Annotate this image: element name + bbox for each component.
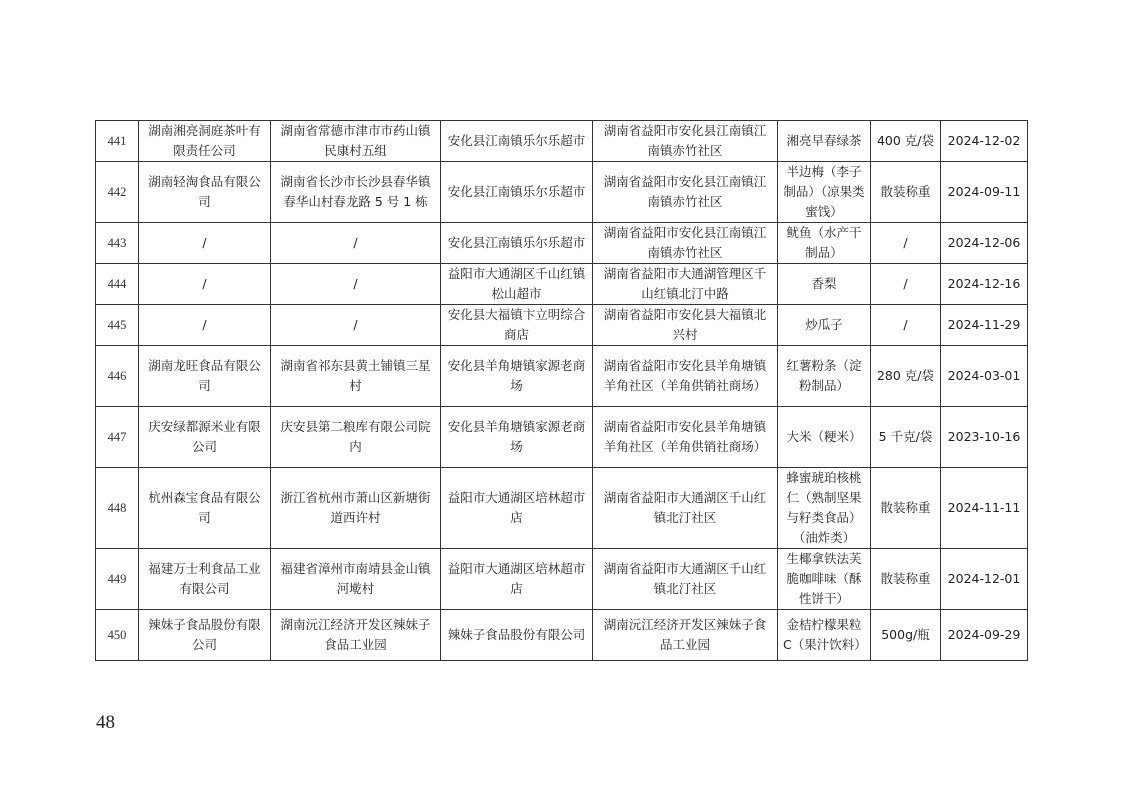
sampled-unit-cell: 安化县羊角塘镇家源老商场 [441, 407, 593, 468]
serial-number-cell: 446 [96, 346, 139, 407]
table-row [96, 264, 1028, 305]
table-row [96, 407, 1028, 468]
production-date-cell: 2024-12-06 [941, 223, 1028, 264]
table-row [96, 468, 1028, 549]
specification-cell: 5 千克/袋 [871, 407, 941, 468]
manufacturer-address-cell: 湖南沅江经济开发区辣妹子食品工业园 [271, 610, 441, 661]
sampled-unit-address-cell: 湖南省益阳市大通湖区千山红镇北汀社区 [593, 549, 778, 610]
production-date-cell: 2024-12-02 [941, 121, 1028, 162]
product-name-cell: 蜂蜜琥珀核桃仁（熟制坚果与籽类食品）（油炸类） [778, 468, 871, 549]
sampled-unit-cell: 安化县江南镇乐尔乐超市 [441, 223, 593, 264]
sampled-unit-address-cell: 湖南省益阳市安化县大福镇北兴村 [593, 305, 778, 346]
manufacturer-name-cell: 庆安绿都源米业有限公司 [139, 407, 271, 468]
table-row [96, 346, 1028, 407]
sampled-unit-address-cell: 湖南省益阳市安化县江南镇江南镇赤竹社区 [593, 223, 778, 264]
manufacturer-name-cell: / [139, 264, 271, 305]
production-date-cell: 2024-11-11 [941, 468, 1028, 549]
sampled-unit-cell: 安化县江南镇乐尔乐超市 [441, 121, 593, 162]
manufacturer-address-cell: 湖南省长沙市长沙县春华镇春华山村春龙路 5 号 1 栋 [271, 162, 441, 223]
product-name-cell: 生椰拿铁法芙脆咖啡味（酥性饼干） [778, 549, 871, 610]
table-body [96, 121, 1028, 661]
table-row [96, 121, 1028, 162]
serial-number-cell: 445 [96, 305, 139, 346]
manufacturer-address-cell: / [271, 223, 441, 264]
production-date-cell: 2024-09-29 [941, 610, 1028, 661]
specification-cell: / [871, 305, 941, 346]
sampled-unit-address-cell: 湖南省益阳市大通湖区千山红镇北汀社区 [593, 468, 778, 549]
specification-cell: 散装称重 [871, 162, 941, 223]
table-row [96, 610, 1028, 661]
serial-number-cell: 447 [96, 407, 139, 468]
specification-cell: 280 克/袋 [871, 346, 941, 407]
manufacturer-name-cell: / [139, 305, 271, 346]
table-row [96, 549, 1028, 610]
sampled-unit-address-cell: 湖南省益阳市安化县江南镇江南镇赤竹社区 [593, 162, 778, 223]
sampled-unit-cell: 安化县江南镇乐尔乐超市 [441, 162, 593, 223]
serial-number-cell: 441 [96, 121, 139, 162]
sampling-results-table [95, 120, 1028, 661]
specification-cell: 散装称重 [871, 468, 941, 549]
manufacturer-address-cell: 福建省漳州市南靖县金山镇河墘村 [271, 549, 441, 610]
manufacturer-name-cell: 福建万士利食品工业有限公司 [139, 549, 271, 610]
sampled-unit-address-cell: 湖南省益阳市安化县羊角塘镇羊角社区（羊角供销社商场） [593, 407, 778, 468]
sampled-unit-cell: 益阳市大通湖区培林超市店 [441, 468, 593, 549]
product-name-cell: 炒瓜子 [778, 305, 871, 346]
product-name-cell: 大米（粳米） [778, 407, 871, 468]
production-date-cell: 2024-09-11 [941, 162, 1028, 223]
serial-number-cell: 442 [96, 162, 139, 223]
production-date-cell: 2024-12-01 [941, 549, 1028, 610]
specification-cell: / [871, 264, 941, 305]
serial-number-cell: 449 [96, 549, 139, 610]
manufacturer-address-cell: 浙江省杭州市萧山区新塘街道西许村 [271, 468, 441, 549]
table-row [96, 223, 1028, 264]
product-name-cell: 香梨 [778, 264, 871, 305]
product-name-cell: 金桔柠檬果粒C（果汁饮料） [778, 610, 871, 661]
manufacturer-address-cell: 湖南省常德市津市市药山镇民康村五组 [271, 121, 441, 162]
specification-cell: 散装称重 [871, 549, 941, 610]
sampled-unit-cell: 安化县羊角塘镇家源老商场 [441, 346, 593, 407]
sampled-unit-address-cell: 湖南省益阳市大通湖管理区千山红镇北汀中路 [593, 264, 778, 305]
sampled-unit-address-cell: 湖南省益阳市安化县羊角塘镇羊角社区（羊角供销社商场） [593, 346, 778, 407]
manufacturer-name-cell: 湖南龙旺食品有限公司 [139, 346, 271, 407]
manufacturer-address-cell: / [271, 305, 441, 346]
manufacturer-name-cell: 辣妹子食品股份有限公司 [139, 610, 271, 661]
specification-cell: 400 克/袋 [871, 121, 941, 162]
specification-cell: / [871, 223, 941, 264]
product-name-cell: 湘亮早春绿茶 [778, 121, 871, 162]
sampled-unit-cell: 益阳市大通湖区培林超市店 [441, 549, 593, 610]
manufacturer-name-cell: 湖南湘亮洞庭茶叶有限责任公司 [139, 121, 271, 162]
production-date-cell: 2023-10-16 [941, 407, 1028, 468]
manufacturer-name-cell: 杭州森宝食品有限公司 [139, 468, 271, 549]
manufacturer-name-cell: 湖南轻淘食品有限公司 [139, 162, 271, 223]
sampled-unit-cell: 益阳市大通湖区千山红镇松山超市 [441, 264, 593, 305]
table-row [96, 305, 1028, 346]
serial-number-cell: 450 [96, 610, 139, 661]
manufacturer-name-cell: / [139, 223, 271, 264]
product-name-cell: 红薯粉条（淀粉制品） [778, 346, 871, 407]
production-date-cell: 2024-03-01 [941, 346, 1028, 407]
sampled-unit-cell: 安化县大福镇卞立明综合商店 [441, 305, 593, 346]
production-date-cell: 2024-11-29 [941, 305, 1028, 346]
serial-number-cell: 443 [96, 223, 139, 264]
sampled-unit-address-cell: 湖南省益阳市安化县江南镇江南镇赤竹社区 [593, 121, 778, 162]
production-date-cell: 2024-12-16 [941, 264, 1028, 305]
manufacturer-address-cell: 庆安县第二粮库有限公司院内 [271, 407, 441, 468]
table-row [96, 162, 1028, 223]
product-name-cell: 半边梅（李子制品）（凉果类蜜饯） [778, 162, 871, 223]
sampled-unit-cell: 辣妹子食品股份有限公司 [441, 610, 593, 661]
serial-number-cell: 444 [96, 264, 139, 305]
product-name-cell: 鱿鱼（水产干制品） [778, 223, 871, 264]
page-number: 48 [96, 712, 115, 733]
manufacturer-address-cell: 湖南省祁东县黄土铺镇三星村 [271, 346, 441, 407]
serial-number-cell: 448 [96, 468, 139, 549]
sampled-unit-address-cell: 湖南沅江经济开发区辣妹子食品工业园 [593, 610, 778, 661]
specification-cell: 500g/瓶 [871, 610, 941, 661]
manufacturer-address-cell: / [271, 264, 441, 305]
